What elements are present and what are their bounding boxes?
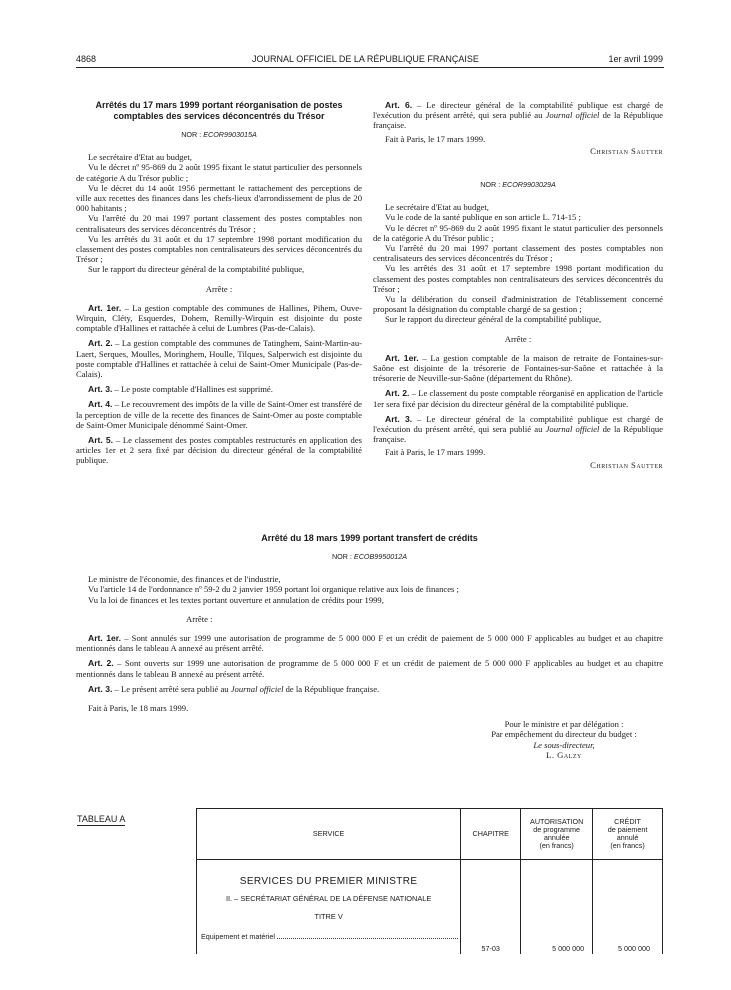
service-cell [197,860,461,955]
nor-label: NOR : [181,130,202,139]
article-label: Art. 2. [88,658,114,669]
intro-line: Le secrétaire d'Etat au budget, [88,152,192,163]
article-text: – Sont ouverts sur 1999 une autorisation de programme de 5 000 000 F et un crédit de paiement de 5 000 000 F applicables au budget et au chapitre mentionnés dans le tableau B annexé au présent arrêté. [76,658,664,679]
article [373,100,663,131]
article-text: – Le directeur général de la comptabilité publique est chargé de l'exécution du présent arrêté, qui sera publié au [373,100,664,121]
signatory-title: Le sous-directeur, [533,739,595,750]
journal-name: Journal officiel [545,424,600,435]
ministry-heading: SERVICES DU PREMIER MINISTRE [239,876,418,887]
delegation-line: Par empêchement du directeur du budget : [491,729,637,740]
article [373,414,663,445]
article-label: Art. 3. [88,384,113,395]
signatory: L. Galzy [546,749,582,760]
delegation-line: Pour le ministre et par délégation : [504,719,624,730]
article-text: – La gestion comptable des communes de Hallines, Pihem, Ouve-Wirquin, Cléty, Esquerdes, Dohem, Remilly-Wirquin est disjointe du poste comptable d'Hallines et rattachée à celui de Lumbres (Pas-de-Calais). [76,302,362,334]
intro-line: Vu la loi de finances et les textes portant ouverture et annulation de crédits pour 1999, [88,594,384,605]
header-credit [593,809,663,860]
article-label: Art. 1er. [385,352,419,363]
journal-name: Journal officiel [545,110,600,121]
arrete-heading: Arrête : [205,283,233,294]
article-label: Art. 3. [88,683,113,694]
nor-label: NOR : [331,552,352,561]
article-text: de la République française. [373,424,663,445]
article-text: – Le recouvrement des impôts de la ville de Saint-Omer est transféré de la perception de ville de la recette des finances de Saint-Omer au poste comptable de Saint-Omer Municipale dénommé Saint-Omer. [76,399,362,430]
article [76,384,362,394]
autorisation-cell [521,860,593,955]
table-label: TABLEAU A [77,814,126,824]
arrete-heading: Arrête : [504,333,532,344]
intro-line: Vu le décret nº 95-869 du 2 août 1995 fixant le statut particulier des personnels de la catégorie A du Trésor public ; [373,222,663,243]
decree-title: Arrêté du 18 mars 1999 portant transfert de crédits [261,533,478,543]
credit-cell [593,860,663,955]
header-chapitre: CHAPITRE [461,809,521,860]
intro-line: Vu le décret du 14 août 1956 permettant le rattachement des perceptions de ville aux recettes des finances dans les chefs-lieux d'arrondissement de plus de 20 000 habitants ; [76,182,362,214]
leader-dots [277,932,458,939]
transfer-decree [76,533,663,760]
article-label: Art. 2. [88,338,113,349]
credit-value: 5 000 000 [618,944,650,953]
article [76,303,362,334]
article-text: – Le classement du poste comptable réorganisé en application de l'article 1er sera fixé par décision du directeur général de la comptabilité publique. [373,388,663,409]
intro-line: Vu l'article 14 de l'ordonnance nº 59-2 du 2 janvier 1959 portant loi organique relative aux lois de finances ; [88,584,459,595]
decree-title: Arrêtés du 17 mars 1999 portant réorganisation de postes comptables des services déconcentrés du Trésor [95,100,343,121]
signing-place-date: Fait à Paris, le 18 mars 1999. [88,703,189,714]
article [373,353,663,384]
intro-line: Le ministre de l'économie, des finances et de l'industrie, [88,574,281,585]
signature-block [464,719,664,760]
article-label: Art. 5. [88,435,114,446]
article [76,399,362,430]
article-text: – Le présent arrêté sera publié au [112,683,231,694]
right-column [373,100,663,470]
header-service: SERVICE [197,809,461,860]
intro-line: Vu le décret nº 95-869 du 2 août 1995 fixant le statut particulier des personnels de catégorie A du Trésor public ; [76,162,362,183]
header-autorisation [521,809,593,860]
nor-reference [373,180,663,190]
signing-place-date: Fait à Paris, le 17 mars 1999. [385,447,486,458]
intro-line: Sur le rapport du directeur général de la comptabilité publique, [385,314,602,325]
article-text: – La gestion comptable de la maison de retraite de Fontaines-sur-Saône est disjointe de la trésorerie de Fontaines-sur-Saône et rattachée à la trésorerie de Neuville-sur-Saône (département du Rhône). [373,352,663,384]
article-text: de la République française. [283,683,380,694]
article-text: – Sont annulés sur 1999 une autorisation de programme de 5 000 000 F et un crédit de paiement de 5 000 000 F applicables au budget et au chapitre mentionnés dans le tableau A annexé au présent arrêté. [76,633,663,654]
intro-line: Le secrétaire d'Etat au budget, [385,202,489,213]
left-column [76,100,362,466]
header-line: de paiement [607,825,648,834]
header-rule [76,67,664,68]
row-label [197,932,460,941]
autorisation-value: 5 000 000 [552,944,585,953]
signatory: Christian Sautter [590,145,663,156]
article [76,633,663,653]
credits-table [196,808,663,954]
arrete-heading: Arrête : [186,613,213,624]
nor-code: ECOB9950012A [353,552,408,561]
article-label: Art. 6. [385,100,413,110]
article-label: Art. 2. [385,388,410,399]
nor-code: ECOR9903015A [203,130,257,139]
intro-line: Vu les arrêtés des 31 août et 17 septembre 1998 portant modification du classement des postes comptables non centralisateurs des services déconcentrés du Trésor ; [373,263,663,294]
intro-line: Sur le rapport du directeur général de la comptabilité publique, [88,264,305,275]
article-text: – Le directeur général de la comptabilité publique est chargé de l'exécution du présent arrêté, qui sera publié au [373,413,664,435]
journal-title: JOURNAL OFFICIEL DE LA RÉPUBLIQUE FRANÇAISE [252,54,479,64]
table-header-row [197,809,663,860]
article [76,658,663,678]
article-text: de la République française. [373,110,663,131]
header-line: annulée [543,833,570,842]
article [76,338,362,379]
article [373,388,663,408]
page-number: 4868 [76,54,97,64]
titre-heading: TITRE V [314,912,343,921]
signing-place-date: Fait à Paris, le 17 mars 1999. [385,133,486,144]
article-text: – La gestion comptable des communes de Tatinghem, Saint-Martin-au-Laert, Serques, Moulles, Moringhem, Houlle, Tilques, Salperwich est disjointe du poste comptable d'Hallines et rattachée à celui de Saint-Omer Municipale (Pas-de-Calais). [76,338,362,380]
table-row [197,860,663,955]
intro-line: Vu le code de la santé publique en son article L. 714-15 ; [385,212,581,223]
article-label: Art. 1er. [88,633,122,644]
article [76,684,663,694]
row-label-text: Equipement et matériel [201,932,275,941]
nor-reference [76,130,362,140]
nor-reference [76,552,663,562]
intro-line: Vu les arrêtés du 31 août et du 17 septembre 1998 portant modification du classement des postes comptables non centralisateurs des services déconcentrés du Trésor ; [76,233,362,265]
intro-line: Vu l'arrêté du 20 mai 1997 portant classement des postes comptables non centralisateurs des services déconcentrés du Trésor ; [76,213,362,234]
header-line: de programme [533,825,581,834]
signatory: Christian Sautter [590,459,663,470]
issue-date: 1er avril 1999 [608,54,663,64]
article-label: Art. 4. [88,399,113,410]
intro-line: Vu la délibération du conseil d'administration de l'établissement concerné proposant la désignation du comptable chargé de sa gestion ; [373,294,663,315]
article-label: Art. 3. [385,413,413,424]
chapitre-value: 57-03 [481,944,500,953]
article-text: – Le classement des postes comptables restructurés en application des articles 1er et 2 sera fixé par décision du directeur général de la comptabilité publique. [76,435,362,466]
header-line: (en francs) [610,841,645,850]
nor-code: ECOR9903029A [502,180,556,190]
article-text: – Le poste comptable d'Hallines est supprimé. [112,384,273,395]
section-heading: II. – SECRÉTARIAT GÉNÉRAL DE LA DÉFENSE NATIONALE [225,894,432,903]
journal-name: Journal officiel [230,683,284,694]
header-line: (en francs) [539,841,574,850]
nor-label: NOR : [480,180,501,190]
intro-line: Vu l'arrêté du 20 mai 1997 portant classement des postes comptables non centralisateurs des services déconcentrés du Trésor ; [373,243,663,264]
header-line: annulé [616,833,639,842]
article [76,435,362,466]
article-label: Art. 1er. [88,302,122,313]
header-line: CRÉDIT [614,817,641,826]
chapitre-cell [461,860,521,955]
header-line: AUTORISATION [530,817,584,826]
